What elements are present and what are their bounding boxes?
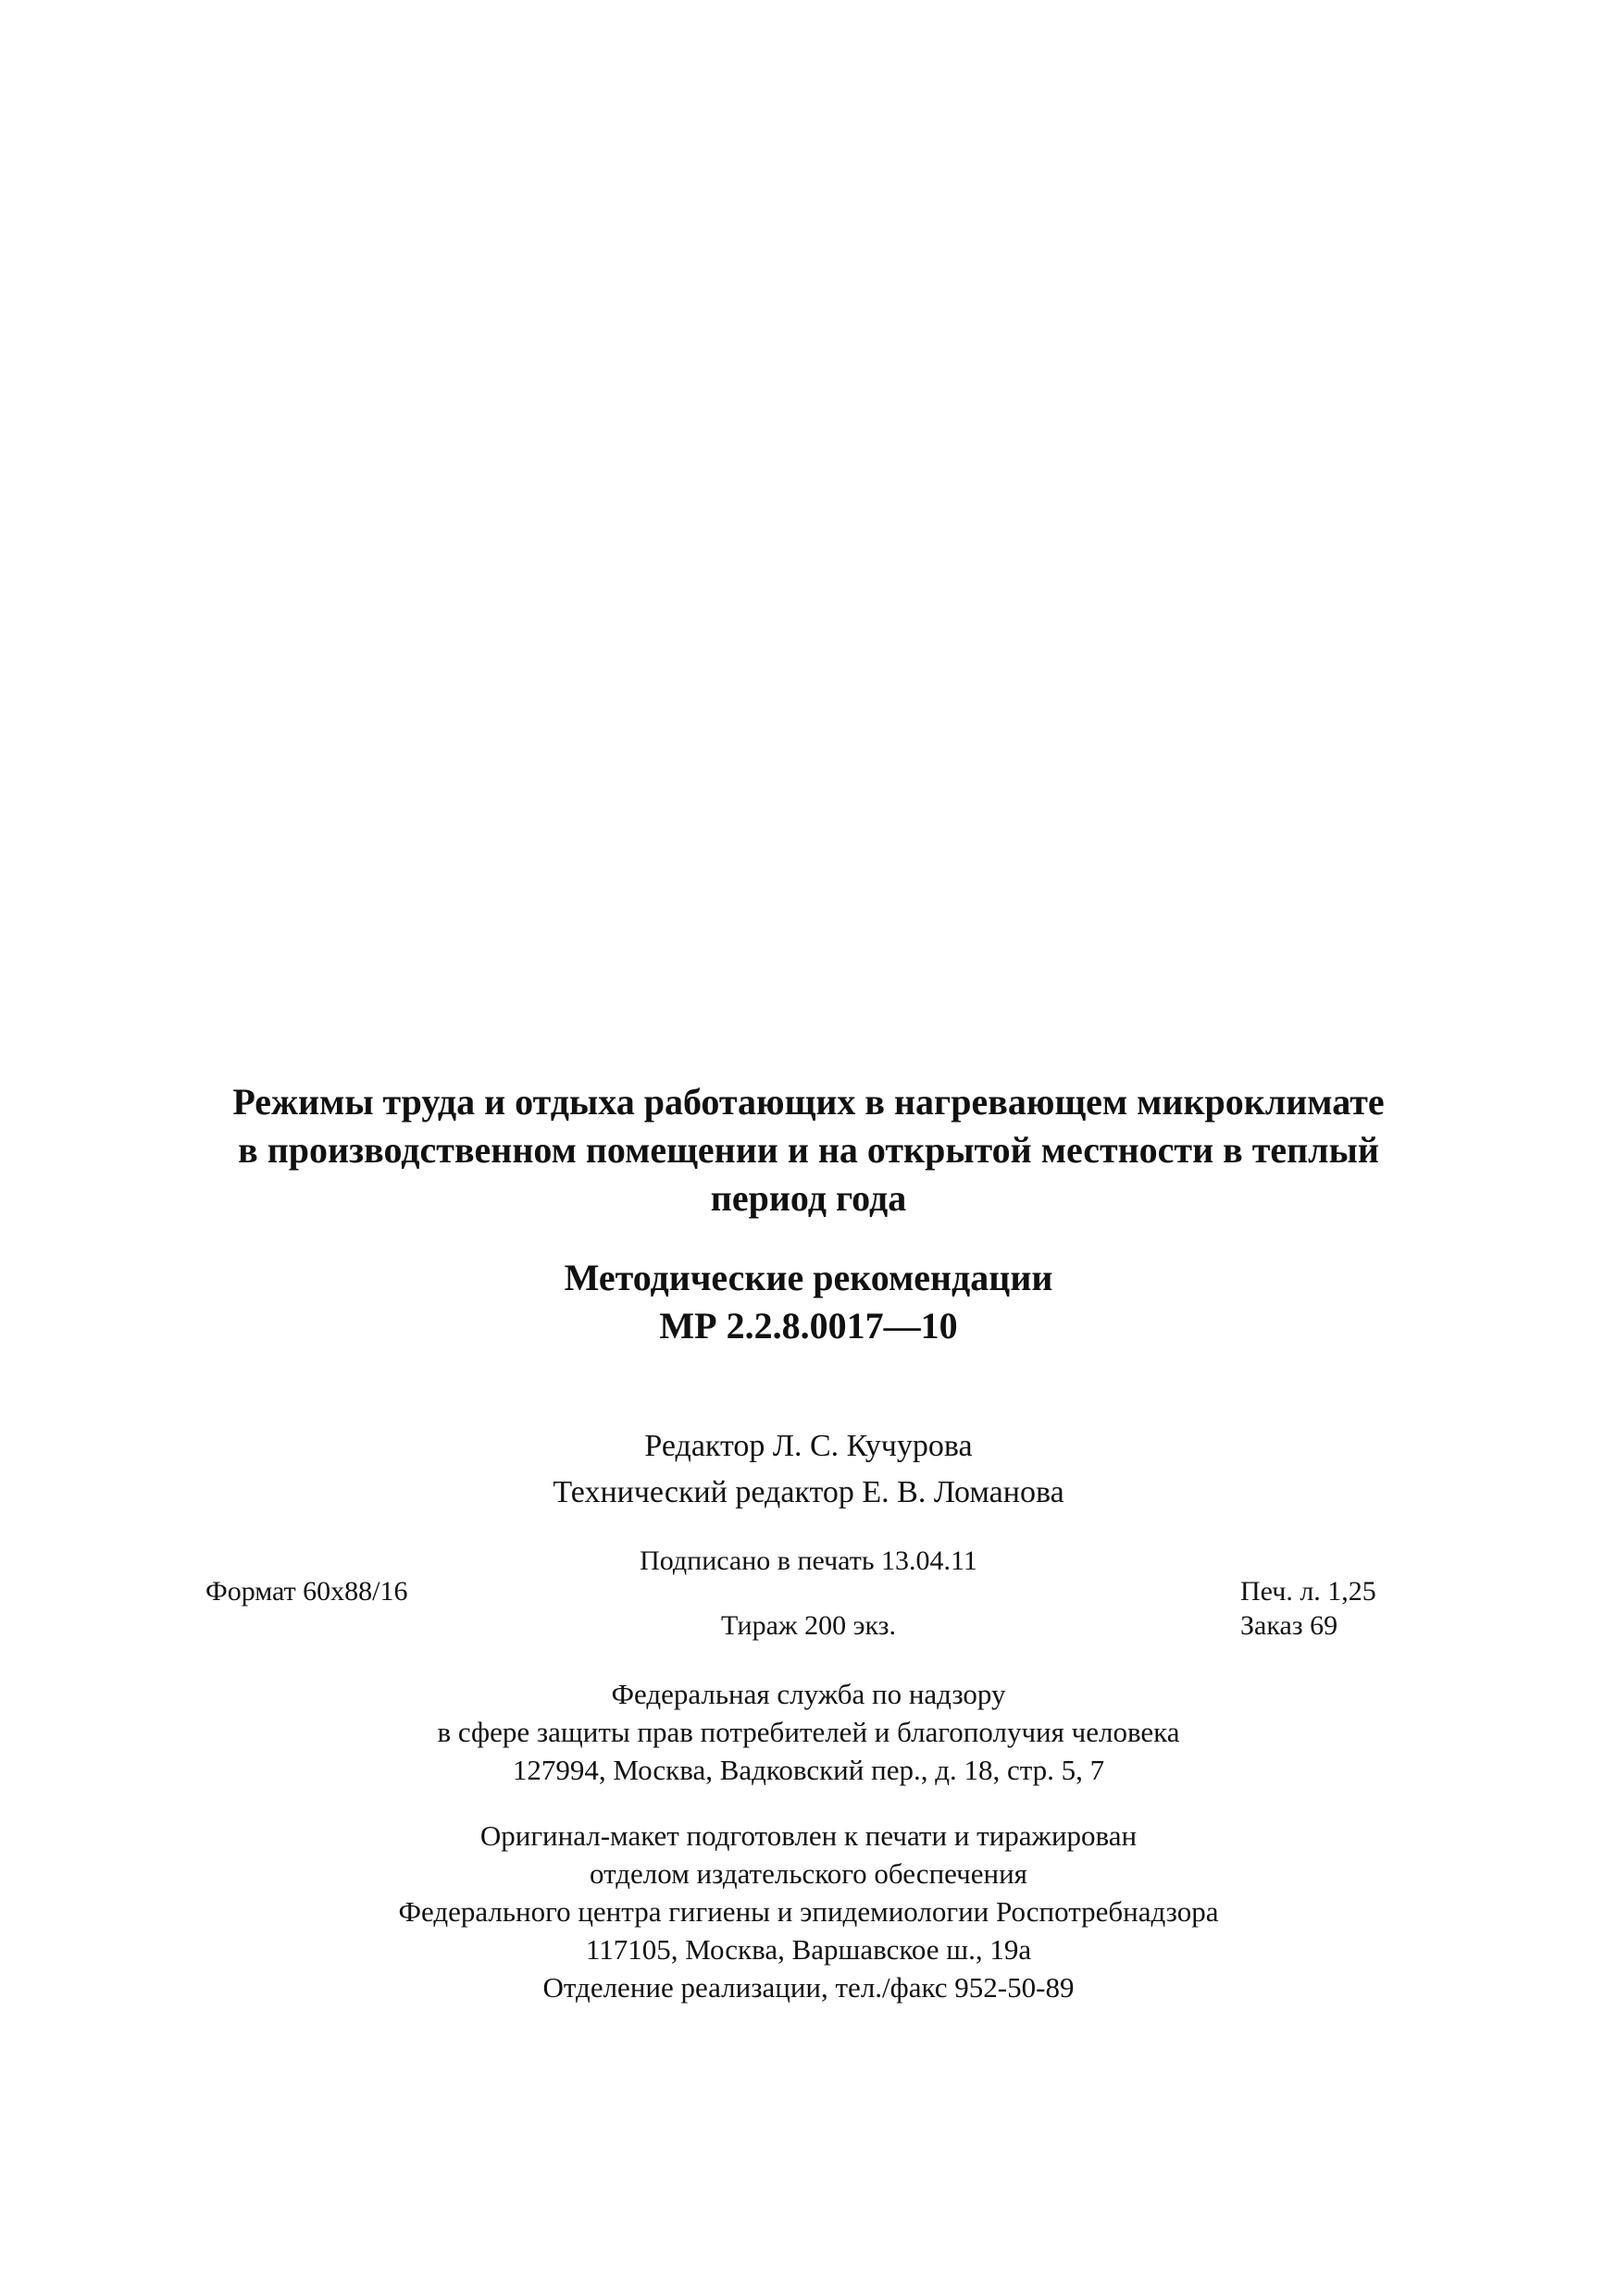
printer-line: отделом издательского обеспечения (590, 1857, 1027, 1890)
publisher-line: 127994, Москва, Вадковский пер., д. 18, стр. 5, 7 (512, 1754, 1105, 1786)
order-number: Заказ 69 (1240, 1610, 1338, 1641)
title-line: в производственном помещении и на открытой местности в теплый (238, 1129, 1379, 1171)
printer-line: Отделение реализации, тел./факс 952-50-89 (542, 1971, 1075, 2004)
document-subtitle (0, 1254, 1617, 1350)
editor-name: Редактор Л. С. Кучурова (644, 1429, 973, 1463)
printer-block (0, 1817, 1617, 2006)
title-line: период года (710, 1177, 907, 1219)
publisher-block (0, 1675, 1617, 1789)
format-info: Формат 60x88/16 (205, 1576, 408, 1607)
print-sheets: Печ. л. 1,25 (1240, 1576, 1376, 1607)
publisher-line: в сфере защиты прав потребителей и благополучия человека (437, 1716, 1180, 1748)
circulation: Тираж 200 экз. (720, 1610, 897, 1641)
tech-editor-name: Технический редактор Е. В. Ломанова (553, 1475, 1064, 1509)
signed-date: Подписано в печать 13.04.11 (640, 1545, 977, 1576)
printer-line: Оригинал-макет подготовлен к печати и тиражирован (479, 1819, 1138, 1852)
editors-block (0, 1423, 1617, 1516)
printer-line: Федерального центра гигиены и эпидемиологии Роспотребнадзора (398, 1895, 1219, 1928)
printer-line: 117105, Москва, Варшавское ш., 19а (585, 1933, 1032, 1966)
document-title (0, 1078, 1617, 1222)
publisher-line: Федеральная служба по надзору (611, 1678, 1006, 1710)
title-line: Режимы труда и отдыха работающих в нагревающем микроклимате (232, 1081, 1385, 1123)
doc-type: Методические рекомендации (564, 1257, 1053, 1298)
doc-number: МР 2.2.8.0017—10 (659, 1305, 958, 1347)
